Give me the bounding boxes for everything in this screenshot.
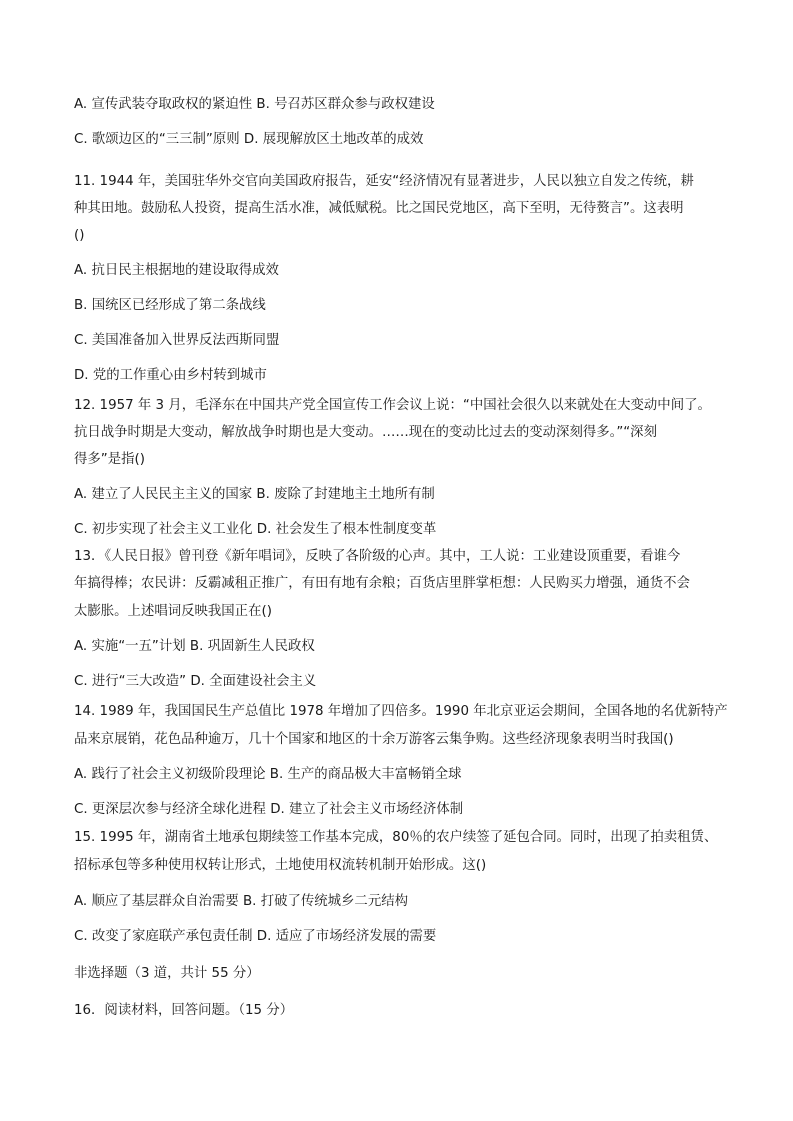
q15-options-ab: A. 顺应了基层群众自治需要 B. 打破了传统城乡二元结构 bbox=[74, 894, 408, 909]
q13-options-cd: C. 进行“三大改造” D. 全面建设社会主义 bbox=[74, 674, 317, 689]
q13-stem-line-1: 13．《人民日报》曾刊登《新年唱词》，反映了各阶级的心声。其中，工人说：工业建设顶重要，看谁今 bbox=[74, 549, 681, 564]
q10-options-ab: A. 宣传武装夺取政权的紧迫性 B. 号召苏区群众参与政权建设 bbox=[74, 97, 435, 112]
q14-stem-line-2: 品来京展销，花色品种逾万，几十个国家和地区的十余万游客云集争购。这些经济现象表明当时我国() bbox=[74, 732, 674, 747]
q11-option-d: D. 党的工作重心由乡村转到城市 bbox=[74, 368, 267, 383]
q13-stem-line-2: 年搞得棒；农民讲：反霸减租正推广，有田有地有余粮；百货店里胖掌柜想：人民购买力增强，通货不会 bbox=[74, 576, 690, 591]
q11-option-c: C. 美国准备加入世界反法西斯同盟 bbox=[74, 333, 280, 348]
q11-stem-line-3: () bbox=[74, 228, 85, 243]
q11-option-b: B. 国统区已经形成了第二条战线 bbox=[74, 298, 266, 313]
q12-stem-line-2: 抗日战争时期是大变动，解放战争时期也是大变动。……现在的变动比过去的变动深刻得多。”“深刻 bbox=[74, 425, 657, 440]
q12-stem-line-1: 12. 1957 年 3 月，毛泽东在中国共产党全国宣传工作会议上说：“中国社会很久以来就处在大变动中间了。 bbox=[74, 398, 711, 413]
q12-stem-line-3: 得多”是指() bbox=[74, 452, 145, 467]
q12-options-cd: C. 初步实现了社会主义工业化 D. 社会发生了根本性制度变革 bbox=[74, 522, 437, 537]
q14-stem-line-1: 14. 1989 年，我国国民生产总值比 1978 年增加了四倍多。1990 年北京亚运会期间，全国各地的名优新特产 bbox=[74, 704, 728, 719]
q15-options-cd: C. 改变了家庭联产承包责任制 D. 适应了市场经济发展的需要 bbox=[74, 929, 437, 944]
q13-options-ab: A. 实施“一五”计划 B. 巩固新生人民政权 bbox=[74, 639, 315, 654]
q11-stem-line-2: 种其田地。鼓励私人投资，提高生活水准，减低赋税。比之国民党地区，高下至明，无待赘言”。这表明 bbox=[74, 201, 684, 216]
q15-stem-line-1: 15. 1995 年，湖南省土地承包期续签工作基本完成，80％的农户续签了延包合同。同时，出现了拍卖租赁、 bbox=[74, 830, 718, 845]
section-heading-non-choice: 非选择题（3 道，共计 55 分） bbox=[74, 966, 260, 981]
q11-stem-line-1: 11. 1944 年，美国驻华外交官向美国政府报告，延安“经济情况有显著进步，人民以独立自发之传统，耕 bbox=[74, 174, 694, 189]
q11-option-a: A. 抗日民主根据地的建设取得成效 bbox=[74, 263, 279, 278]
q15-stem-line-2: 招标承包等多种使用权转让形式，土地使用权流转机制开始形成。这() bbox=[74, 858, 487, 873]
q10-options-cd: C. 歌颂边区的“三三制”原则 D. 展现解放区土地改革的成效 bbox=[74, 132, 424, 147]
q12-options-ab: A. 建立了人民民主主义的国家 B. 废除了封建地主土地所有制 bbox=[74, 487, 435, 502]
q16-prompt: 16．阅读材料，回答问题。（15 分） bbox=[74, 1003, 294, 1018]
q14-options-cd: C. 更深层次参与经济全球化进程 D. 建立了社会主义市场经济体制 bbox=[74, 802, 464, 817]
q14-options-ab: A. 践行了社会主义初级阶段理论 B. 生产的商品极大丰富畅销全球 bbox=[74, 767, 462, 782]
q13-stem-line-3: 太膨胀。上述唱词反映我国正在() bbox=[74, 604, 272, 619]
